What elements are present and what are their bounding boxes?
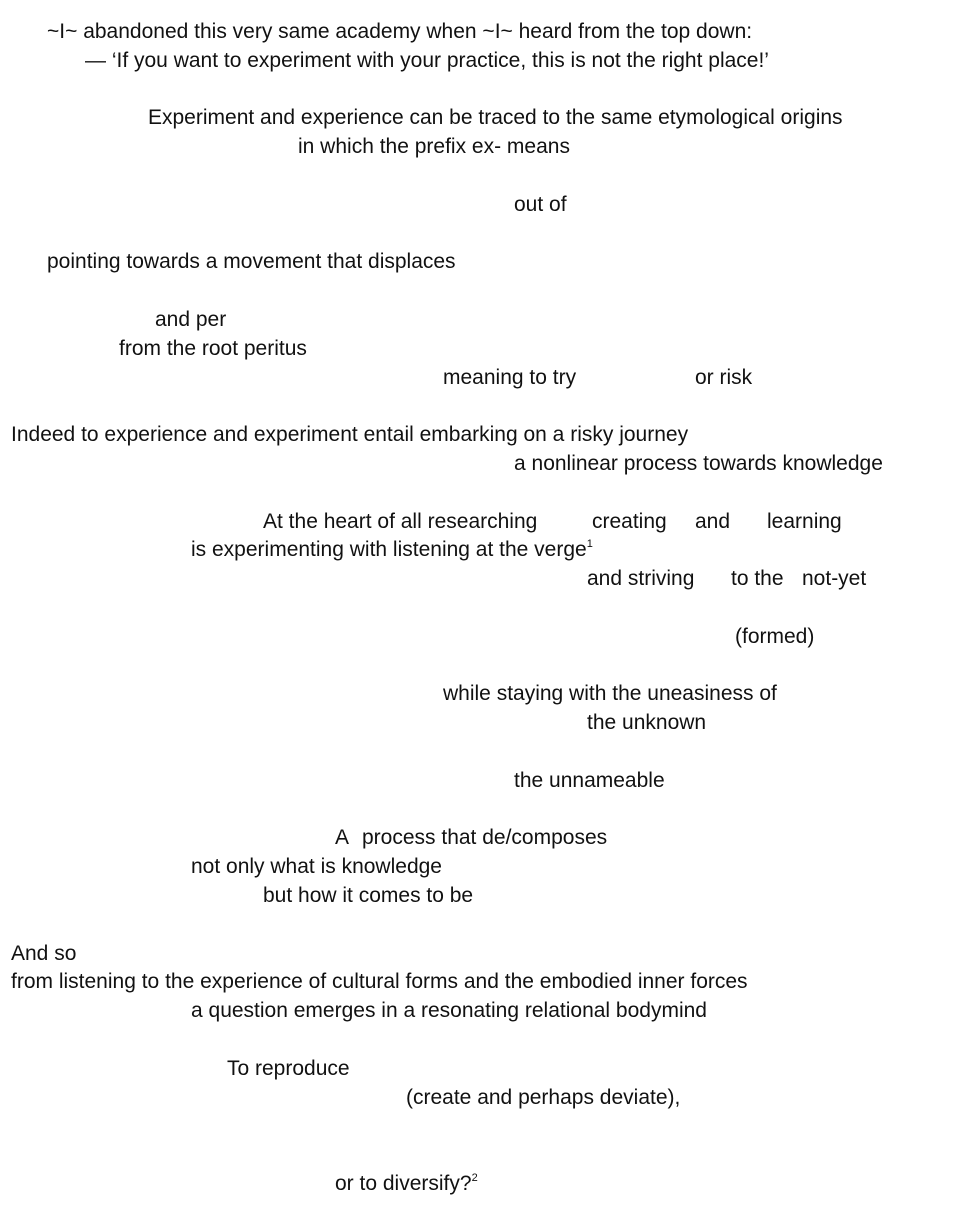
poem-line-text: the unknown [587, 711, 707, 734]
poem-line-text: meaning to try [443, 366, 577, 389]
poem-line-l22 [11, 942, 76, 966]
poem-line-l09b [695, 366, 752, 390]
poem-line-l16 [443, 682, 777, 706]
poem-line-l08 [119, 337, 307, 361]
poem-line-l11 [514, 452, 883, 476]
poem-line-l12d [767, 510, 842, 534]
footnote-marker: 2 [471, 1172, 478, 1184]
poem-line-l12c [695, 510, 730, 534]
poem-line-text: from the root peritus [119, 337, 307, 360]
poem-line-text: is experimenting with listening at the verge [191, 538, 587, 561]
poem-line-text: — ‘If you want to experiment with your practice, this is not the right place!’ [85, 49, 769, 72]
poem-line-l01 [47, 20, 752, 44]
poem-line-l15 [735, 625, 814, 649]
poem-line-l20 [191, 855, 442, 879]
poem-line-text: learning [767, 510, 842, 533]
poem-line-l12b [592, 510, 667, 534]
poem-line-text: or to diversify? [335, 1172, 472, 1195]
poem-line-l10 [11, 423, 688, 447]
poem-line-text: At the heart of all researching [263, 510, 538, 533]
poem-line-text: a nonlinear process towards knowledge [514, 452, 883, 475]
footnote-marker: 1 [586, 538, 593, 550]
poem-line-text: (formed) [735, 625, 815, 648]
poem-line-l06 [47, 250, 456, 274]
poem-line-l07 [155, 308, 226, 332]
poem-line-l05 [514, 193, 567, 217]
poem-line-text: To reproduce [227, 1057, 350, 1080]
poem-line-text: and [695, 510, 731, 533]
poem-line-text: from listening to the experience of cultural forms and the embodied inner forces [11, 970, 748, 993]
poem-line-text: or risk [695, 366, 753, 389]
poem-line-text: (create and perhaps deviate), [406, 1086, 681, 1109]
poem-line-text: ~I~ abandoned this very same academy when ~I~ heard from the top down: [47, 20, 753, 43]
poem-line-text: not only what is knowledge [191, 855, 442, 878]
poem-line-text: process that de/composes [362, 826, 608, 849]
poem-line-text: And so [11, 942, 77, 965]
poem-line-l17 [587, 711, 706, 735]
poem-line-text: not-yet [802, 567, 867, 590]
poem-line-l27 [335, 1172, 478, 1196]
poem-line-text: Experiment and experience can be traced to the same etymological origins [148, 106, 843, 129]
poem-line-l19a [335, 826, 349, 850]
poem-line-l03 [148, 106, 843, 130]
poem-line-text: while staying with the uneasiness of [443, 682, 777, 705]
poem-line-text: but how it comes to be [263, 884, 474, 907]
poem-line-l19b [362, 826, 607, 850]
poem-line-l14b [731, 567, 784, 591]
poem-line-text: out of [514, 193, 567, 216]
poem-line-l14a [587, 567, 694, 591]
poem-line-l02 [85, 49, 769, 73]
poem-line-l26 [406, 1086, 680, 1110]
poem-line-l13 [191, 538, 593, 562]
poem-line-text: in which the prefix ex- means [298, 135, 570, 158]
poem-line-l14c [802, 567, 866, 591]
poem-line-l04 [298, 135, 570, 159]
poem-line-l18 [514, 769, 665, 793]
poem-line-text: A [335, 826, 350, 849]
poem-line-text: the unnameable [514, 769, 665, 792]
poem-line-text: to the [731, 567, 784, 590]
poem-line-l25 [227, 1057, 350, 1081]
poem-line-l23 [11, 970, 748, 994]
poem-line-text: and per [155, 308, 227, 331]
poem-line-l09a [443, 366, 576, 390]
poem-line-text: a question emerges in a resonating relational bodymind [191, 999, 707, 1022]
poem-line-text: pointing towards a movement that displaces [47, 250, 456, 273]
poem-line-text: creating [592, 510, 667, 533]
poem-line-text: Indeed to experience and experiment entail embarking on a risky journey [11, 423, 689, 446]
poem-line-l12a [263, 510, 537, 534]
poem-line-l21 [263, 884, 473, 908]
poem-line-text: and striving [587, 567, 695, 590]
poem-line-l24 [191, 999, 707, 1023]
